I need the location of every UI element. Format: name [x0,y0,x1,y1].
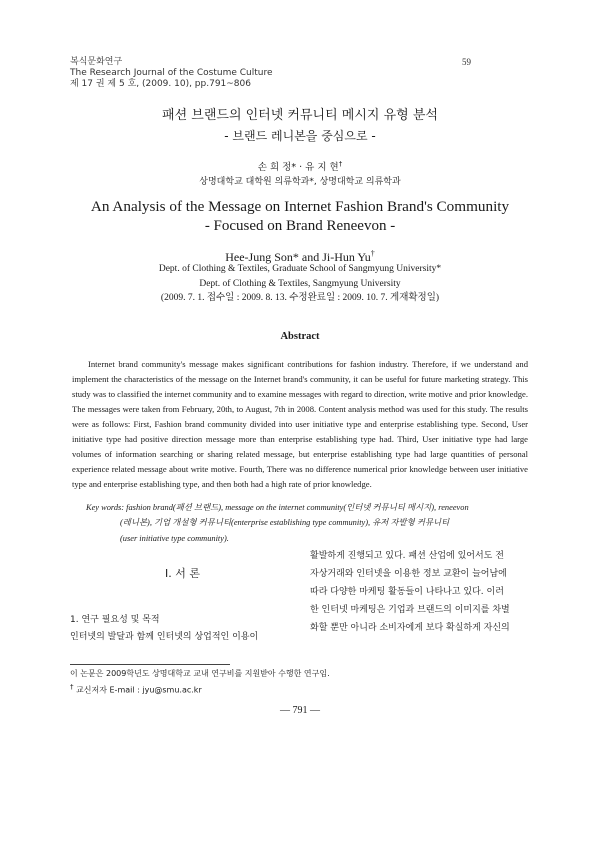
body-right-line-5: 화할 뿐만 아니라 소비자에게 보다 확실하게 자신의 [310,623,510,633]
journal-english-name: The Research Journal of the Costume Culture [70,68,273,78]
korean-subtitle: - 브랜드 레니본을 중심으로 - [224,129,376,143]
korean-author-names: 손 희 정* · 유 지 현 [257,162,339,174]
footnote-divider [70,664,230,665]
english-affiliation-1: Dept. of Clothing & Textiles, Graduate School of Sangmyung University* [158,264,442,274]
keywords-line-2: (레니본), 기업 개설형 커뮤니티(enterprise establishing type community), 유저 자발형 커뮤니티 [120,518,450,528]
english-subtitle: - Focused on Brand Reneevon - [204,218,396,234]
english-corresponding-mark: † [370,249,375,258]
abstract-heading: Abstract [280,331,320,342]
korean-title: 패션 브랜드의 인터넷 커뮤니티 메시지 유형 분석 [162,108,438,123]
korean-affiliation: 상명대학교 대학원 의류학과*, 상명대학교 의류학과 [199,177,401,187]
footer-page-number: ― 791 ― [280,705,320,716]
body-left-line-1: 인터넷의 발달과 함께 인터넷의 상업적인 이용이 [70,632,259,642]
footnote-funding: 이 논문은 2009학년도 상명대학교 교내 연구비를 지원받아 수행한 연구임. [70,669,330,678]
journal-korean-name: 복식문화연구 [70,57,123,67]
section-heading-introduction: Ⅰ. 서 론 [165,567,200,580]
journal-volume-info: 제 17 권 제 5 호, (2009. 10), pp.791~806 [70,79,251,89]
page-number-header: 59 [462,57,471,67]
submission-dates: (2009. 7. 1. 접수일 : 2009. 8. 13. 수정완료일 : 2009. 10. 7. 게재확정일) [160,293,440,303]
abstract-body: Internet brand community's message makes significant contributions for fashion industry. Therefore, if we understand and implement the characteristics of the message on the Internet brand's community, it can be useful for future marketing strategy. This study was to classified the internet community and to examine messages with regard to direction, write motive and prior knowledge. The messages were taken from February, 20th, to August, 7th in 2008. Content analysis method was used for this study. The results were as follows: First, Fashion brand community divided into user initiative type and enterprise establishing type. Second, User initiative type had positive direction message more than enterprise establishing type had. Third, User initiative type had large volumes of information searching or sharing related message, but enterprise establishing type had large quantities of personal experience related message about write motive. Fourth, There was no difference numerical prior knowledge between user initiative type and enterprise establishing type, and then both had a high rate of prior knowledge. [72,359,528,489]
keywords-line-1: Key words: fashion brand(패션 브랜드), message on the internet community(인터넷 커뮤니티 메시지), reneevon [86,503,469,512]
footnote-mark: † [70,683,74,691]
body-right-line-4: 한 인터넷 마케팅은 기업과 브랜드의 이미지를 차별 [310,605,510,615]
body-right-line-1: 활발하게 진행되고 있다. 패션 산업에 있어서도 전 [310,551,504,561]
english-affiliation-2: Dept. of Clothing & Textiles, Sangmyung University [199,279,401,289]
korean-authors [0,157,600,175]
footnote-email: 교신저자 E-mail : jyu@smu.ac.kr [76,685,202,695]
english-author-names: Hee-Jung Son* and Ji-Hun Yu [225,250,371,264]
subsection-heading: 1. 연구 필요성 및 목적 [70,615,160,625]
footnote-corresponding [70,681,202,697]
english-title: An Analysis of the Message on Internet Fashion Brand's Community [90,198,510,215]
keywords [86,500,506,546]
body-right-line-2: 자상거래와 인터넷을 이용한 정보 교환이 늘어남에 [310,569,507,579]
corresponding-mark: † [338,160,343,168]
keywords-line-3: (user initiative type community). [120,533,229,543]
body-right-line-3: 따라 다양한 마케팅 활동들이 나타나고 있다. 이러 [310,587,504,597]
